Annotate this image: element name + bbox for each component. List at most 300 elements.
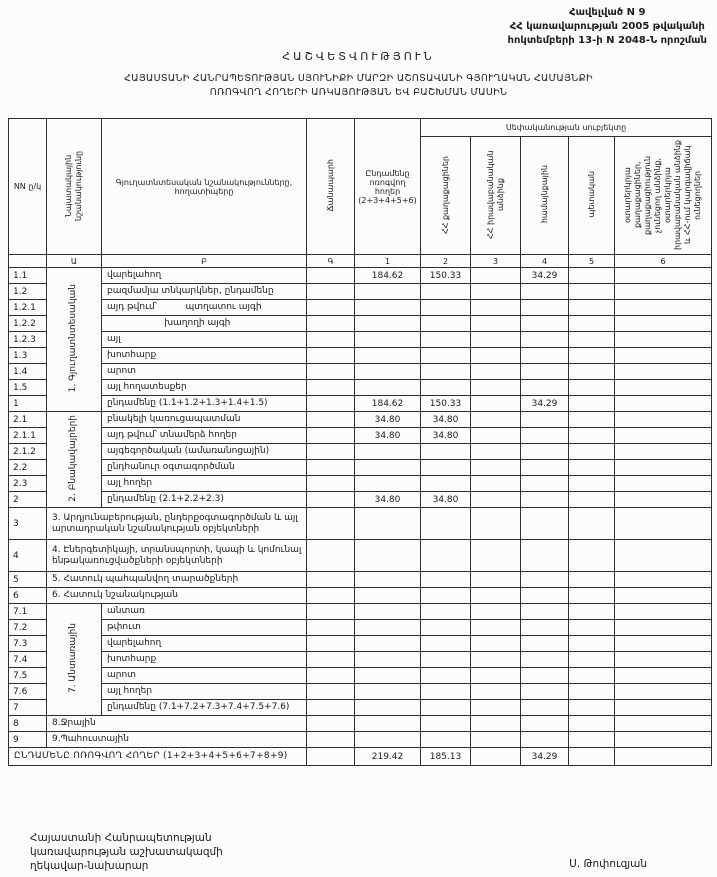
value-cell [471, 380, 521, 396]
row-number-cell: 1 [9, 396, 47, 412]
value-cell [615, 732, 712, 748]
value-cell [471, 284, 521, 300]
value-cell [307, 348, 355, 364]
row-number-cell: 1.3 [9, 348, 47, 364]
value-cell [307, 444, 355, 460]
table-row [9, 316, 712, 332]
table-row [9, 684, 712, 700]
value-cell [569, 396, 615, 412]
table-row [9, 348, 712, 364]
col-header-state-label: պետական [586, 171, 596, 218]
appendix-line-2: ՀՀ կառավարության 2005 թվականի [509, 21, 705, 32]
value-cell [569, 652, 615, 668]
col-header-community [521, 137, 569, 255]
table-row [9, 604, 712, 620]
value-cell [355, 460, 421, 476]
value-cell: 34.29 [521, 268, 569, 284]
value-cell [421, 684, 471, 700]
grand-total-value-cell [615, 748, 712, 766]
column-letter: 3 [471, 255, 521, 268]
value-cell [471, 508, 521, 540]
value-cell [471, 300, 521, 316]
value-cell [355, 508, 421, 540]
row-number-cell: 6 [9, 588, 47, 604]
value-cell [307, 572, 355, 588]
land-type-cell: բազմամյա տնկարկներ, ընդամենը [102, 284, 307, 300]
value-cell [307, 652, 355, 668]
row-number-cell: 5 [9, 572, 47, 588]
value-cell [521, 284, 569, 300]
value-cell [355, 700, 421, 716]
value-cell [615, 604, 712, 620]
value-cell [307, 716, 355, 732]
value-cell [569, 716, 615, 732]
value-cell [355, 732, 421, 748]
value-cell [421, 284, 471, 300]
value-cell: 184.62 [355, 396, 421, 412]
table-row [9, 380, 712, 396]
value-cell: 184.62 [355, 268, 421, 284]
value-cell [569, 412, 615, 428]
land-type-cell: խաղողի այգի [102, 316, 307, 332]
value-cell [521, 380, 569, 396]
row-number-cell: 7 [9, 700, 47, 716]
column-letter: 2 [421, 255, 471, 268]
value-cell [569, 380, 615, 396]
title-sub-1: ՀԱՅԱՍՏԱՆԻ ՀԱՆՐԱՊԵՏՈՒԹՅԱՆ ՍՅՈՒՆԻՔԻ ՄԱՐԶԻ ԱՇՈՏԱՎԱՆԻ ԳՅՈՒՂԱԿԱՆ ՀԱՄԱՅՆՔԻ [124, 73, 593, 84]
value-cell [307, 588, 355, 604]
value-cell [521, 700, 569, 716]
table-row [9, 428, 712, 444]
table-row [9, 700, 712, 716]
value-cell [569, 268, 615, 284]
value-cell [569, 636, 615, 652]
value-cell [307, 636, 355, 652]
value-cell [569, 284, 615, 300]
value-cell [421, 588, 471, 604]
value-cell [355, 284, 421, 300]
land-type-cell: թփուտ [102, 620, 307, 636]
category-group-cell [47, 268, 102, 412]
value-cell [355, 332, 421, 348]
value-cell [471, 700, 521, 716]
value-cell [471, 476, 521, 492]
value-cell [615, 476, 712, 492]
value-cell [355, 364, 421, 380]
value-cell [307, 508, 355, 540]
value-cell [471, 444, 521, 460]
value-cell [355, 476, 421, 492]
value-cell [307, 300, 355, 316]
value-cell [421, 572, 471, 588]
value-cell [421, 380, 471, 396]
grand-total-value-cell [569, 748, 615, 766]
land-type-cell: արոտ [102, 668, 307, 684]
value-cell [421, 444, 471, 460]
value-cell [307, 412, 355, 428]
table-row [9, 620, 712, 636]
value-cell [471, 716, 521, 732]
row-number-cell: 7.4 [9, 652, 47, 668]
value-cell [615, 652, 712, 668]
value-cell [569, 300, 615, 316]
value-cell [615, 316, 712, 332]
appendix-line-3: հոկտեմբերի 13-ի N 2048-Ն որոշման [507, 35, 707, 46]
value-cell [521, 412, 569, 428]
value-cell [521, 604, 569, 620]
value-cell [471, 412, 521, 428]
value-cell [569, 460, 615, 476]
value-cell [521, 364, 569, 380]
table-row [9, 332, 712, 348]
value-cell [615, 684, 712, 700]
land-type-cell: ընդամենը (1.1+1.2+1.3+1.4+1.5) [102, 396, 307, 412]
value-cell [569, 684, 615, 700]
row-number-cell: 2.1.1 [9, 428, 47, 444]
value-cell [471, 268, 521, 284]
table-row [9, 572, 712, 588]
value-cell [569, 364, 615, 380]
value-cell [471, 348, 521, 364]
table-body [9, 268, 712, 766]
value-cell: 150.33 [421, 268, 471, 284]
value-cell [521, 332, 569, 348]
value-cell [569, 620, 615, 636]
table-row [9, 636, 712, 652]
value-cell [355, 636, 421, 652]
value-cell [421, 620, 471, 636]
value-cell [307, 268, 355, 284]
value-cell [615, 380, 712, 396]
col-header-foreign-label: օտարերկրյա քաղաքացիներ, քաղաքացիություն չունեցող անձինք, օտարերկրյա իրավաբանական անձինք և ՀՀ-ում կարգավիճակ ունեցողներ [623, 139, 703, 250]
value-cell [569, 732, 615, 748]
grand-total-label: ԸՆԴԱՄԵՆԸ ՈՌՈԳՎՈՂ ՀՈՂԵՐ (1+2+3+4+5+6+7+8+9) [9, 748, 307, 766]
category-group-label: 7. Անտառային [68, 622, 79, 694]
value-cell [569, 332, 615, 348]
column-letter: 5 [569, 255, 615, 268]
value-cell [307, 380, 355, 396]
value-cell [615, 444, 712, 460]
value-cell [355, 316, 421, 332]
col-header-landtypes: Գյուղատնտեսական նշանակությունները, հողատիպերը [102, 119, 307, 255]
value-cell [355, 540, 421, 572]
col-header-purpose-label: Նպատակային նշանակությունը [64, 150, 83, 221]
value-cell [569, 316, 615, 332]
signature-name: Ս. Թոփուզյան [569, 858, 647, 870]
title-main: ՀԱՇՎԵՏՎՈՒԹՅՈՒՆ [282, 50, 435, 63]
value-cell [615, 492, 712, 508]
value-cell [307, 540, 355, 572]
value-cell [521, 652, 569, 668]
document-title [0, 50, 717, 100]
value-cell [569, 348, 615, 364]
land-type-cell: այլ հողեր [102, 684, 307, 700]
value-cell [615, 396, 712, 412]
col-header-state [569, 137, 615, 255]
value-cell [471, 652, 521, 668]
value-cell [355, 684, 421, 700]
value-cell [421, 476, 471, 492]
land-type-cell: 9.Պահուստային [47, 732, 307, 748]
row-number-cell: 7.2 [9, 620, 47, 636]
value-cell [421, 668, 471, 684]
value-cell [615, 716, 712, 732]
value-cell [307, 492, 355, 508]
column-letter: 1 [355, 255, 421, 268]
value-cell [569, 700, 615, 716]
report-table [8, 118, 712, 766]
signatory-line-1: Հայաստանի Հանրապետության [30, 832, 212, 844]
value-cell: 150.33 [421, 396, 471, 412]
land-type-cell: 8.Ջրային [47, 716, 307, 732]
value-cell [421, 364, 471, 380]
value-cell [569, 572, 615, 588]
value-cell [355, 300, 421, 316]
row-number-cell: 2.3 [9, 476, 47, 492]
land-type-cell: խոտհարք [102, 348, 307, 364]
table-row [9, 668, 712, 684]
value-cell [307, 428, 355, 444]
category-group-cell [47, 604, 102, 716]
value-cell [615, 508, 712, 540]
value-cell [521, 572, 569, 588]
value-cell [615, 332, 712, 348]
value-cell [355, 588, 421, 604]
value-cell [471, 316, 521, 332]
col-header-foreign [615, 137, 712, 255]
value-cell [471, 668, 521, 684]
value-cell [421, 508, 471, 540]
column-letter: 4 [521, 255, 569, 268]
value-cell [307, 316, 355, 332]
value-cell [521, 540, 569, 572]
value-cell [615, 364, 712, 380]
col-header-road-label: Ճանապարհ [325, 159, 335, 212]
value-cell [521, 716, 569, 732]
row-number-cell: 4 [9, 540, 47, 572]
value-cell [471, 540, 521, 572]
land-type-cell: ընդամենը (2.1+2.2+2.3) [102, 492, 307, 508]
land-type-cell: վարելահող [102, 268, 307, 284]
value-cell [307, 700, 355, 716]
row-number-cell: 7.5 [9, 668, 47, 684]
land-type-cell: անտառ [102, 604, 307, 620]
value-cell [521, 316, 569, 332]
grand-total-value-cell: 185.13 [421, 748, 471, 766]
value-cell [355, 604, 421, 620]
value-cell [521, 668, 569, 684]
value-cell [307, 332, 355, 348]
signatory-title [30, 832, 223, 874]
value-cell [569, 476, 615, 492]
table-row [9, 588, 712, 604]
row-number-cell: 7.1 [9, 604, 47, 620]
column-letter: Բ [102, 255, 307, 268]
value-cell [521, 732, 569, 748]
value-cell [471, 620, 521, 636]
row-number-cell: 1.2.1 [9, 300, 47, 316]
value-cell [615, 700, 712, 716]
value-cell [307, 460, 355, 476]
signatory-line-2: կառավարության աշխատակազմի [30, 845, 223, 858]
row-number-cell: 1.2 [9, 284, 47, 300]
value-cell [307, 604, 355, 620]
col-header-citizens [421, 137, 471, 255]
value-cell [569, 444, 615, 460]
col-header-purpose [47, 119, 102, 255]
value-cell [615, 284, 712, 300]
land-type-cell: բնակելի կառուցապատման [102, 412, 307, 428]
value-cell [355, 620, 421, 636]
value-cell [615, 588, 712, 604]
table-row [9, 284, 712, 300]
value-cell [615, 540, 712, 572]
value-cell [421, 348, 471, 364]
value-cell [307, 284, 355, 300]
land-type-cell: այլ հողեր [102, 476, 307, 492]
row-number-cell: 7.3 [9, 636, 47, 652]
value-cell [471, 396, 521, 412]
land-type-cell: 4. Էներգետիկայի, տրանսպորտի, կապի և կոմունալ ենթակառուցվածքների օբյեկտների [47, 540, 307, 572]
column-letter: Ա [47, 255, 102, 268]
value-cell [307, 668, 355, 684]
value-cell [471, 332, 521, 348]
value-cell [521, 620, 569, 636]
land-type-cell: այլ հողատեսքեր [102, 380, 307, 396]
value-cell [521, 428, 569, 444]
table-row [9, 732, 712, 748]
column-letter: 6 [615, 255, 712, 268]
value-cell [355, 652, 421, 668]
value-cell [307, 364, 355, 380]
row-number-cell: 3 [9, 508, 47, 540]
table-row [9, 412, 712, 428]
row-number-cell: 1.1 [9, 268, 47, 284]
row-number-cell: 2.2 [9, 460, 47, 476]
land-type-cell: ընդամենը (7.1+7.2+7.3+7.4+7.5+7.6) [102, 700, 307, 716]
value-cell [471, 588, 521, 604]
value-cell [471, 364, 521, 380]
value-cell [421, 540, 471, 572]
value-cell: 34.29 [521, 396, 569, 412]
table-row [9, 716, 712, 732]
value-cell [471, 460, 521, 476]
value-cell [521, 636, 569, 652]
column-letter: Գ [307, 255, 355, 268]
land-type-cell: խոտհարք [102, 652, 307, 668]
value-cell [615, 428, 712, 444]
col-header-community-label: համայնքային [539, 165, 549, 224]
value-cell [521, 300, 569, 316]
value-cell [421, 604, 471, 620]
table-row [9, 476, 712, 492]
appendix-line-1: Հավելված N 9 [569, 7, 646, 18]
value-cell [307, 476, 355, 492]
col-header-total: Ընդամենը ոռոգվող հողեր (2+3+4+5+6) [355, 119, 421, 255]
row-number-cell: 2.1 [9, 412, 47, 428]
land-type-cell: ընդհանուր օգտագործման [102, 460, 307, 476]
value-cell [521, 476, 569, 492]
signatory-line-3: ղեկավար-նախարար [30, 859, 149, 872]
row-number-cell: 1.5 [9, 380, 47, 396]
value-cell [615, 348, 712, 364]
grand-total-value-cell [471, 748, 521, 766]
category-group-label: 2. Բնակավայրերի [68, 414, 79, 502]
value-cell [521, 492, 569, 508]
land-type-cell: այգեգործական (ամառանոցային) [102, 444, 307, 460]
value-cell: 34.80 [421, 428, 471, 444]
value-cell [569, 492, 615, 508]
land-type-cell: 6. Հատուկ նշանակության [47, 588, 307, 604]
row-number-cell: 7.6 [9, 684, 47, 700]
table-row [9, 460, 712, 476]
value-cell [471, 732, 521, 748]
value-cell [569, 588, 615, 604]
land-type-cell: այլ [102, 332, 307, 348]
value-cell [615, 268, 712, 284]
table-row [9, 652, 712, 668]
table-row [9, 492, 712, 508]
value-cell [307, 396, 355, 412]
grand-total-value-cell: 34.29 [521, 748, 569, 766]
value-cell [471, 636, 521, 652]
col-header-road [307, 119, 355, 255]
grand-total-value-cell: 219.42 [355, 748, 421, 766]
value-cell [471, 572, 521, 588]
land-type-cell: վարելահող [102, 636, 307, 652]
col-header-legal-entities [471, 137, 521, 255]
value-cell [355, 380, 421, 396]
appendix-note [508, 6, 707, 48]
value-cell [471, 428, 521, 444]
value-cell [569, 428, 615, 444]
value-cell [421, 332, 471, 348]
table-row [9, 444, 712, 460]
land-type-cell: այդ թվում՝ տնամերձ հողեր [102, 428, 307, 444]
value-cell: 34.80 [421, 412, 471, 428]
value-cell [355, 444, 421, 460]
column-letter [9, 255, 47, 268]
value-cell: 34.80 [355, 412, 421, 428]
value-cell [421, 700, 471, 716]
value-cell [569, 540, 615, 572]
value-cell [615, 668, 712, 684]
value-cell [421, 316, 471, 332]
value-cell: 34.80 [355, 492, 421, 508]
value-cell [521, 588, 569, 604]
value-cell [521, 348, 569, 364]
value-cell [355, 716, 421, 732]
col-header-legal-entities-label: ՀՀ իրավաբանական անձինք [485, 150, 505, 239]
value-cell [569, 604, 615, 620]
value-cell [521, 508, 569, 540]
row-number-cell: 2 [9, 492, 47, 508]
value-cell [471, 604, 521, 620]
value-cell [615, 572, 712, 588]
col-header-nn: NN ը/կ [9, 119, 47, 255]
value-cell [421, 636, 471, 652]
grand-total-value-cell [307, 748, 355, 766]
value-cell [569, 508, 615, 540]
value-cell: 34.80 [421, 492, 471, 508]
value-cell [521, 444, 569, 460]
value-cell [421, 652, 471, 668]
value-cell [307, 684, 355, 700]
row-number-cell: 1.2.3 [9, 332, 47, 348]
value-cell [471, 492, 521, 508]
value-cell [615, 620, 712, 636]
value-cell [421, 300, 471, 316]
